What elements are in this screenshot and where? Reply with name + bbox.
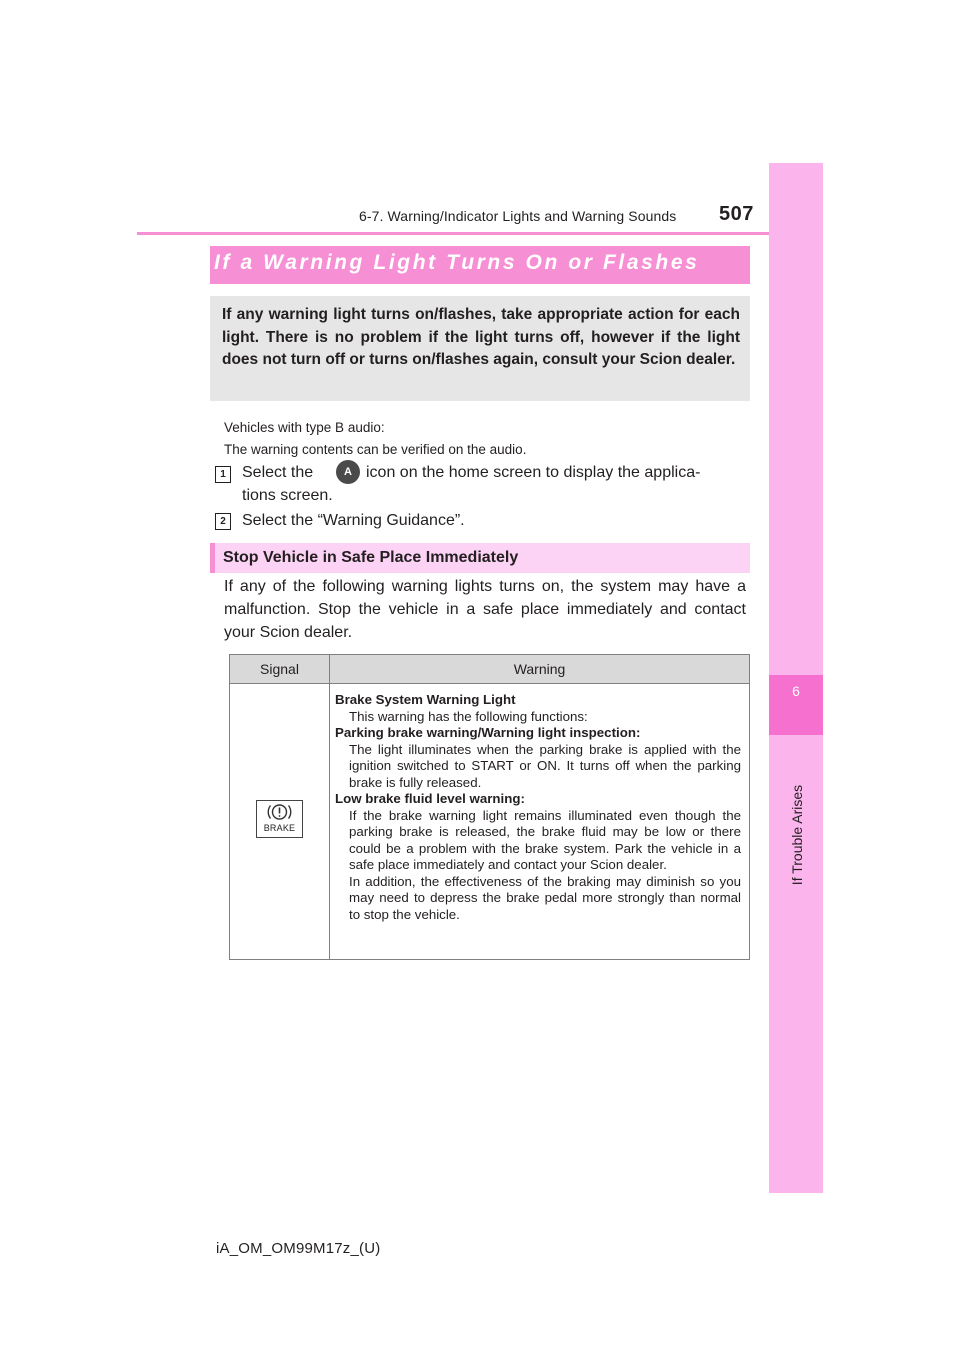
chapter-number: 6 — [792, 683, 800, 699]
section-heading: Stop Vehicle in Safe Place Immediately — [223, 549, 519, 566]
note-line-2: The warning contents can be verified on the audio. — [224, 442, 527, 457]
step-1-number: 1 — [215, 466, 231, 483]
apps-icon: A — [336, 460, 360, 484]
page-number: 507 — [719, 203, 754, 225]
table-header-signal: Signal — [230, 655, 330, 684]
header-rule — [137, 232, 823, 235]
step-1-text-cont: tions screen. — [242, 487, 333, 504]
section-accent — [210, 543, 215, 573]
intro-text: If any warning light turns on/flashes, take appropriate action for each light. There is no problem if the light turns off, however if the light does not turn off or turns on/flashes again, consult your Scion dealer. — [222, 306, 740, 368]
page-title: If a Warning Light Turns On or Flashes — [214, 251, 700, 274]
warning-text: This warning has the following functions: — [349, 708, 588, 724]
step-1-text-before: Select the — [242, 464, 314, 481]
table-header-row — [230, 655, 750, 684]
brake-icon-label: BRAKE — [263, 823, 296, 833]
warning-heading: Low brake fluid level warning: — [335, 791, 525, 806]
warning-table — [229, 654, 750, 960]
table-header-warning: Warning — [330, 655, 750, 684]
warning-text: In addition, the effectiveness of the braking may diminish so you may need to depress the brake pedal more strongly than normal to stop the vehicle. — [349, 873, 741, 922]
signal-cell — [230, 684, 330, 960]
step-1-text-after: icon on the home screen to display the applica- — [366, 464, 701, 481]
warning-heading: Brake System Warning Light — [335, 692, 516, 707]
section-paragraph: If any of the following warning lights turns on, the system may have a malfunction. Stop the vehicle in a safe place immediately and contact your Scion dealer. — [224, 578, 746, 641]
document-code: iA_OM_OM99M17z_(U) — [216, 1240, 381, 1257]
step-2-number: 2 — [215, 513, 231, 530]
running-head: 6-7. Warning/Indicator Lights and Warning Sounds — [359, 208, 677, 224]
warning-cell — [330, 684, 750, 960]
warning-text: If the brake warning light remains illuminated even though the parking brake is released, the brake fluid may be low or there could be a problem with the brake system. Park the vehicle in a safe place immediately and contact your Scion dealer. — [349, 807, 741, 872]
chapter-label: If Trouble Arises — [789, 784, 805, 886]
warning-text: The light illuminates when the parking brake is applied with the ignition switched to START or ON. It turns off when the parking brake is fully released. — [349, 741, 741, 790]
note-line-1: Vehicles with type B audio: — [224, 420, 385, 435]
brake-warning-icon — [256, 800, 303, 838]
table-row — [230, 684, 750, 960]
step-2-text: Select the “Warning Guidance”. — [242, 512, 465, 529]
warning-heading: Parking brake warning/Warning light inspection: — [335, 725, 641, 740]
